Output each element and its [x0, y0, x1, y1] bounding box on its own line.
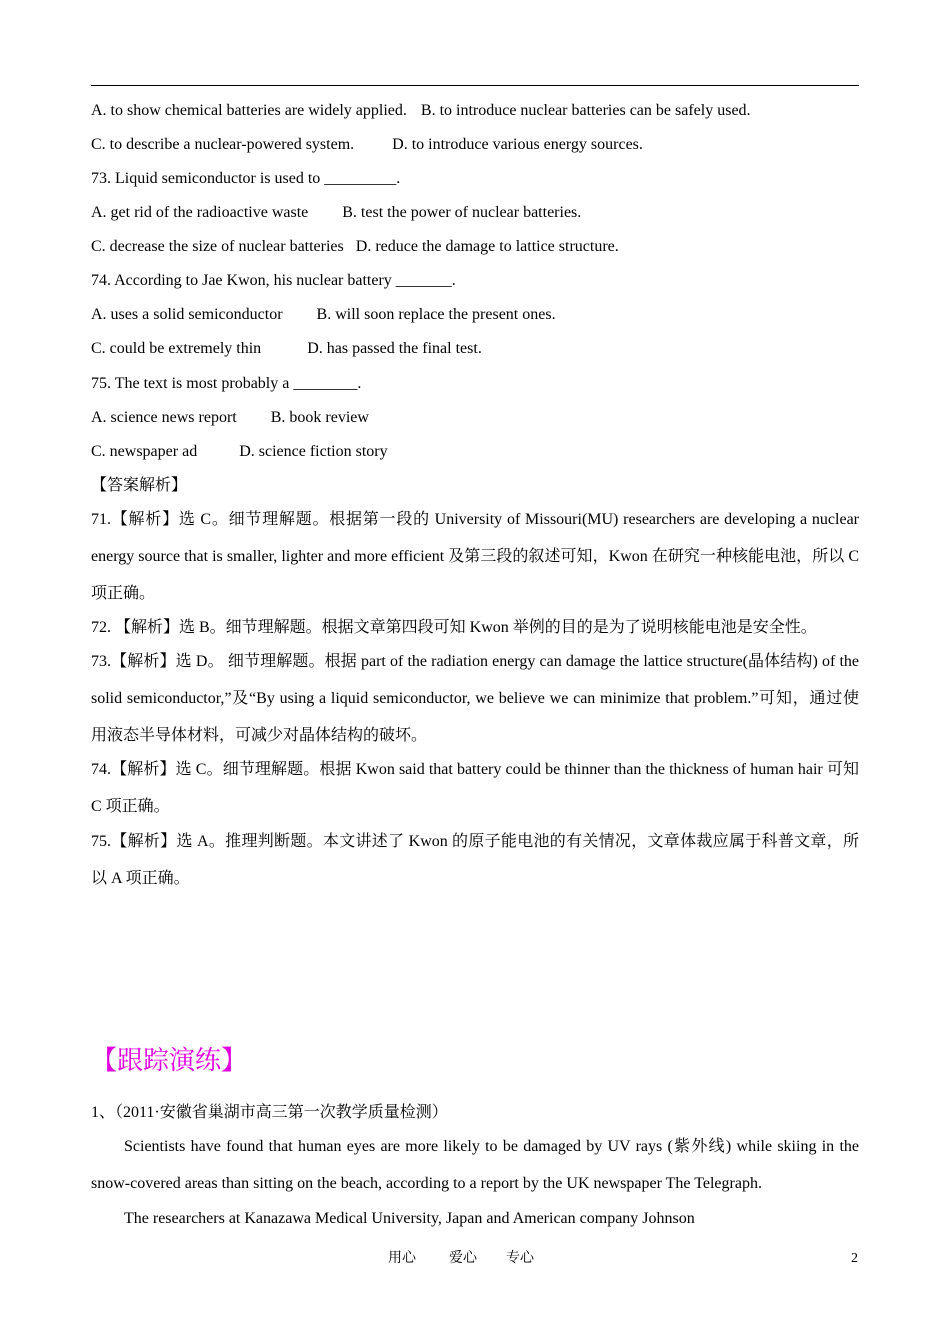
q75-option-a: A. science news report — [91, 409, 237, 426]
q74-option-b: B. will soon replace the present ones. — [316, 306, 556, 323]
q73-option-b: B. test the power of nuclear batteries. — [342, 204, 582, 221]
footer-motto-1: 用心 — [388, 1251, 416, 1266]
page-number: 2 — [851, 1251, 858, 1266]
q72-option-a: A. to show chemical batteries are widely applied. — [91, 102, 407, 119]
q72-option-d: D. to introduce various energy sources. — [392, 136, 643, 153]
q74-stem: 74. According to Jae Kwon, his nuclear battery _______. — [91, 272, 456, 289]
q72-options-cd — [91, 135, 643, 155]
answer-heading: 【答案解析】 — [91, 477, 188, 494]
q75-stem: 75. The text is most probably a ________. — [91, 375, 362, 392]
footer-motto-3: 专心 — [506, 1251, 534, 1266]
practice-paragraph-1: Scientists have found that human eyes are more likely to be damaged by UV rays (紫外线) while skiing in the snow-covered areas than sitting on the beach, according to a report by the UK newspaper The Telegraph. — [91, 1138, 859, 1192]
q75-options-cd — [91, 442, 388, 462]
q72-options-ab — [91, 101, 751, 121]
q75-option-b: B. book review — [270, 409, 369, 426]
q75-option-d: D. science fiction story — [239, 443, 388, 460]
q73-option-c: C. decrease the size of nuclear batteries — [91, 238, 344, 255]
q74-option-d: D. has passed the final test. — [307, 340, 482, 357]
q75-options-ab — [91, 408, 369, 428]
answer-74: 74.【解析】选 C。细节理解题。根据 Kwon said that battery could be thinner than the thickness of human hair 可知 C 项正确。 — [91, 761, 859, 815]
practice-paragraph-2: The researchers at Kanazawa Medical University, Japan and American company Johnson — [124, 1210, 695, 1227]
q74-option-c: C. could be extremely thin — [91, 340, 262, 357]
q74-option-a: A. uses a solid semiconductor — [91, 306, 283, 323]
q75-option-c: C. newspaper ad — [91, 443, 198, 460]
practice-section-title: 【跟踪演练】 — [91, 1046, 248, 1075]
q72-option-c: C. to describe a nuclear-powered system. — [91, 136, 355, 153]
answer-71: 71.【解析】选 C。细节理解题。根据第一段的 University of Missouri(MU) researchers are developing a nuclear energy source that is smaller, lighter and more efficient 及第三段的叙述可知，Kwon 在研究一种核能电池，所以 C 项正确。 — [91, 511, 859, 602]
q73-option-a: A. get rid of the radioactive waste — [91, 204, 309, 221]
answer-72: 72. 【解析】选 B。细节理解题。根据文章第四段可知 Kwon 举例的目的是为了说明核能电池是安全性。 — [91, 619, 817, 636]
q73-options-cd — [91, 237, 619, 257]
q74-options-cd — [91, 339, 482, 359]
practice-source: 1、（2011·安徽省巢湖市高三第一次教学质量检测） — [91, 1104, 448, 1121]
answer-73: 73.【解析】选 D。 细节理解题。根据 part of the radiation energy can damage the lattice structure(晶体结构) of the solid semiconductor,”及“By using a liquid semiconductor, we believe we can minimize that problem.”可知，通过使用液态半导体材料，可减少对晶体结构的破坏。 — [91, 653, 859, 744]
q73-options-ab — [91, 203, 581, 223]
q73-option-d: D. reduce the damage to lattice structure. — [355, 238, 619, 255]
q74-options-ab — [91, 305, 556, 325]
header-rule — [91, 85, 859, 86]
q73-stem: 73. Liquid semiconductor is used to _________. — [91, 170, 401, 187]
answer-75: 75.【解析】选 A。推理判断题。本文讲述了 Kwon 的原子能电池的有关情况，文章体裁应属于科普文章，所以 A 项正确。 — [91, 833, 859, 887]
footer-motto-2: 爱心 — [449, 1251, 477, 1266]
q72-option-b: B. to introduce nuclear batteries can be safely used. — [420, 102, 751, 119]
